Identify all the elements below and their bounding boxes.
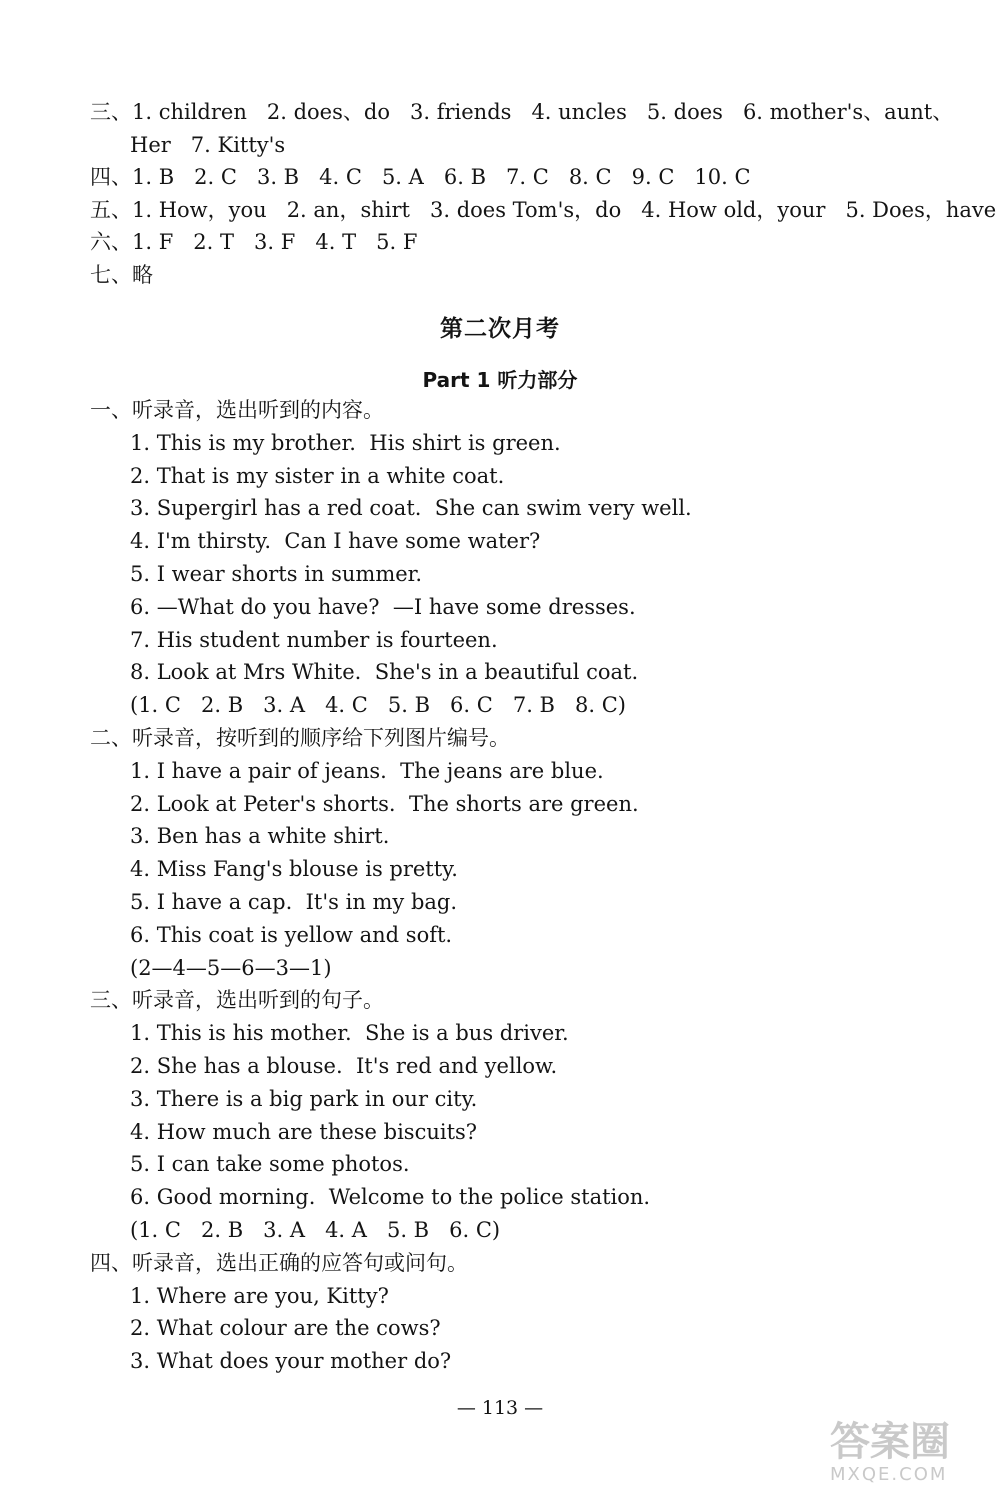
- page-title: 第二次月考: [440, 316, 560, 342]
- answer-line: 6. Good morning. Welcome to the police station.: [130, 1185, 651, 1210]
- answer-line: 1. I have a pair of jeans. The jeans are blue.: [130, 758, 604, 783]
- answer-line: 3. Ben has a white shirt.: [130, 824, 390, 849]
- answer-line: 8. Look at Mrs White. She's in a beautiful coat.: [130, 660, 639, 685]
- answer-line: 5. I have a cap. It's in my bag.: [130, 890, 458, 914]
- watermark-logo: [830, 1420, 980, 1490]
- answer-line: 7. His student number is fourteen.: [130, 627, 498, 652]
- answer-line: 2. Look at Peter's shorts. The shorts are green.: [130, 791, 639, 816]
- answer-line: (1. C 2. B 3. A 4. C 5. B 6. C 7. B 8. C): [130, 693, 626, 718]
- watermark-en: MXQE.COM: [830, 1464, 948, 1485]
- section-heading: 七、略: [90, 263, 153, 287]
- answer-line: 6. This coat is yellow and soft.: [130, 922, 453, 947]
- answer-line: (1. C 2. B 3. A 4. A 5. B 6. C): [130, 1218, 501, 1242]
- answer-line: 3. There is a big park in our city.: [130, 1086, 478, 1111]
- answer-line: 6. —What do you have? —I have some dresses.: [130, 594, 636, 619]
- answer-line: 5. I wear shorts in summer.: [130, 562, 423, 586]
- answer-line: Her 7. Kitty's: [130, 132, 286, 157]
- section-heading: 一、听录音，选出听到的内容。: [90, 398, 384, 422]
- answer-line: 1. This is my brother. His shirt is green.: [130, 430, 561, 455]
- answer-line: 4. How much are these biscuits?: [130, 1119, 478, 1144]
- answer-line: (2—4—5—6—3—1): [130, 955, 332, 980]
- answer-line: 1. Where are you, Kitty?: [130, 1283, 389, 1308]
- answer-line: 2. She has a blouse. It's red and yellow.: [130, 1054, 558, 1078]
- answer-line: 1. This is his mother. She is a bus driver.: [130, 1021, 569, 1046]
- answer-line: 5. I can take some photos.: [130, 1152, 410, 1177]
- section-heading: 三、1. children 2. does、do 3. friends 4. uncles 5. does 6. mother's、aunt、: [90, 100, 954, 124]
- watermark-cn: 答案圈: [830, 1419, 950, 1465]
- page-number: — 113 —: [456, 1397, 544, 1419]
- answer-line: 4. Miss Fang's blouse is pretty.: [130, 857, 458, 882]
- section-heading: 五、1. How，you 2. an，shirt 3. does Tom's，do 4. How old，your 5. Does，have: [90, 197, 997, 222]
- answer-line: 2. What colour are the cows?: [130, 1316, 441, 1341]
- answer-line: 2. That is my sister in a white coat.: [130, 463, 505, 488]
- section-heading: 六、1. F 2. T 3. F 4. T 5. F: [90, 230, 418, 255]
- part-heading: Part 1 听力部分: [422, 368, 578, 392]
- section-heading: 二、听录音，按听到的顺序给下列图片编号。: [90, 726, 510, 750]
- section-heading: 四、听录音，选出正确的应答句或问句。: [90, 1250, 468, 1275]
- section-heading: 四、1. B 2. C 3. B 4. C 5. A 6. B 7. C 8. C 9. C 10. C: [90, 165, 751, 190]
- answer-line: 4. I'm thirsty. Can I have some water?: [130, 529, 541, 554]
- answer-line: 3. What does your mother do?: [130, 1349, 452, 1374]
- answer-line: 3. Supergirl has a red coat. She can swim very well.: [130, 496, 692, 521]
- section-heading: 三、听录音，选出听到的句子。: [90, 988, 384, 1013]
